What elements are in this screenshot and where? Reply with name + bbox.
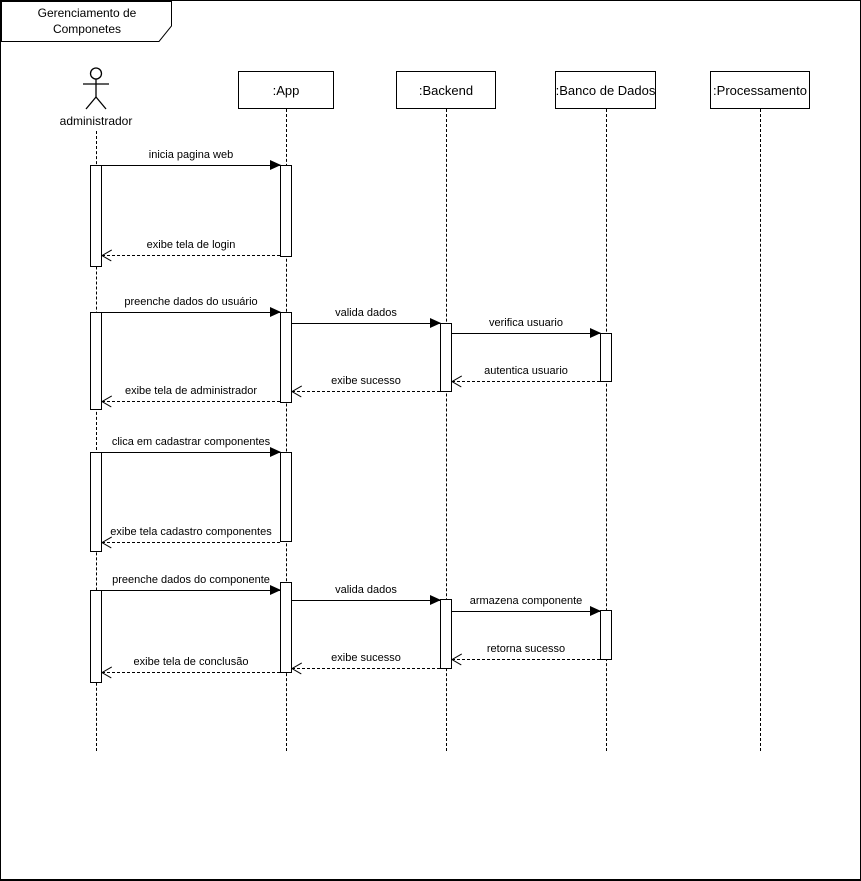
message-label: preenche dados do componente xyxy=(112,574,270,586)
participant-banco-de-dados-label: :Banco de Dados xyxy=(555,82,656,98)
message-label: inicia pagina web xyxy=(148,149,234,161)
activation-bar xyxy=(90,452,102,552)
message-line xyxy=(102,165,280,166)
message-label: autentica usuario xyxy=(484,365,568,377)
message-label: exibe sucesso xyxy=(331,375,401,387)
message-line xyxy=(452,659,600,660)
message-line xyxy=(292,323,440,324)
actor-icon xyxy=(82,67,110,114)
activation-bar xyxy=(280,582,292,673)
message-line xyxy=(102,672,280,673)
message-label: exibe tela de conclusão xyxy=(133,656,249,668)
message-label: verifica usuario xyxy=(489,317,563,329)
activation-bar xyxy=(280,452,292,542)
message-label: exibe sucesso xyxy=(331,652,401,664)
participant-backend xyxy=(396,71,496,109)
participant-app-label: :App xyxy=(272,82,300,98)
message-line xyxy=(102,401,280,402)
message-label: valida dados xyxy=(335,584,397,596)
message-label: exibe tela cadastro componentes xyxy=(110,526,272,538)
message-label: armazena componente xyxy=(469,595,583,607)
participant-banco-de-dados xyxy=(555,71,656,109)
message-line xyxy=(452,333,600,334)
activation-bar xyxy=(90,312,102,410)
message-label: exibe tela de login xyxy=(146,239,236,251)
message-line xyxy=(452,381,600,382)
arrowhead-solid-icon xyxy=(270,307,281,317)
message-label: clica em cadastrar componentes xyxy=(111,436,271,448)
arrowhead-solid-icon xyxy=(590,328,601,338)
actor-administrador-label: administrador xyxy=(59,114,133,128)
message-line xyxy=(452,611,600,612)
participant-app xyxy=(238,71,334,109)
message-line xyxy=(292,600,440,601)
message-line xyxy=(102,542,280,543)
arrowhead-solid-icon xyxy=(270,585,281,595)
lifeline-processamento xyxy=(760,109,761,751)
participant-processamento xyxy=(710,71,810,109)
message-line xyxy=(102,312,280,313)
message-label: valida dados xyxy=(335,307,397,319)
message-line xyxy=(292,668,440,669)
message-label: preenche dados do usuário xyxy=(124,296,258,308)
activation-bar xyxy=(440,599,452,669)
diagram-title: Gerenciamento de Componetes xyxy=(37,6,137,36)
activation-bar xyxy=(90,590,102,683)
participant-processamento-label: :Processamento xyxy=(713,82,807,98)
participant-backend-label: :Backend xyxy=(418,82,474,98)
activation-bar xyxy=(280,165,292,257)
activation-bar xyxy=(600,333,612,382)
arrowhead-solid-icon xyxy=(590,606,601,616)
message-line xyxy=(102,590,280,591)
activation-bar xyxy=(600,610,612,660)
arrowhead-solid-icon xyxy=(430,595,441,605)
arrowhead-solid-icon xyxy=(270,160,281,170)
arrowhead-solid-icon xyxy=(430,318,441,328)
activation-bar xyxy=(90,165,102,267)
message-line xyxy=(292,391,440,392)
arrowhead-solid-icon xyxy=(270,447,281,457)
message-line xyxy=(102,452,280,453)
activation-bar xyxy=(280,312,292,403)
message-label: retorna sucesso xyxy=(486,643,566,655)
message-label: exibe tela de administrador xyxy=(124,385,258,397)
message-line xyxy=(102,255,280,256)
